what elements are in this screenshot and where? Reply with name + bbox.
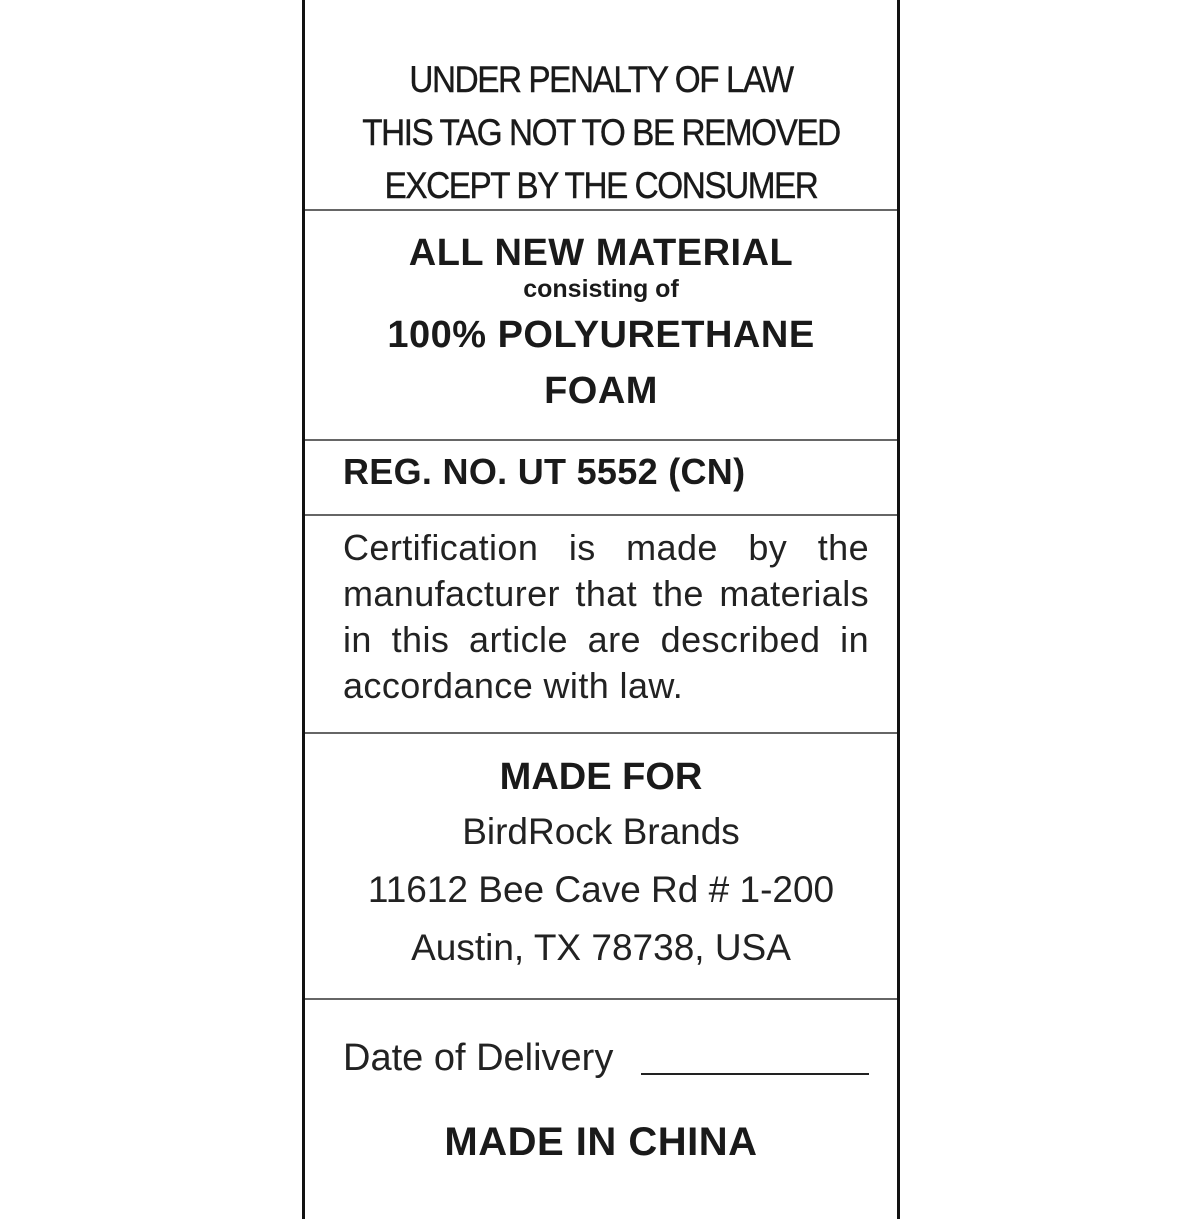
city-address: Austin, TX 78738, USA [411,927,791,968]
warning-section [305,53,897,212]
registration-number: REG. NO. UT 5552 (CN) [343,451,746,492]
warning-line-2: THIS TAG NOT TO BE REMOVED [362,112,840,153]
material-content-line-2: FOAM [544,370,658,412]
material-content-line-1: 100% POLYURETHANE [387,314,815,356]
registration-section [305,449,897,495]
warning-line-1: UNDER PENALTY OF LAW [409,59,793,100]
street-address: 11612 Bee Cave Rd # 1-200 [367,869,835,910]
law-tag [302,0,900,1219]
date-of-delivery-blank [641,1073,869,1075]
divider [305,998,897,1000]
divider [305,209,897,211]
material-section [305,231,897,419]
material-heading: ALL NEW MATERIAL [408,232,794,274]
country-of-origin: MADE IN CHINA [444,1120,758,1164]
company-name: BirdRock Brands [462,811,740,852]
made-for-heading: MADE FOR [499,756,703,798]
material-connector: consisting of [523,275,679,303]
made-for-section [305,751,897,977]
divider [305,439,897,441]
warning-line-3: EXCEPT BY THE CONSUMER [384,165,818,206]
divider [305,732,897,734]
date-of-delivery-label: Date of Delivery [343,1037,614,1079]
certification-text: Certification is made by the manufacturer that the materials in this article are described in accordance with law. [343,527,869,706]
certification-section [305,525,897,709]
divider [305,514,897,516]
